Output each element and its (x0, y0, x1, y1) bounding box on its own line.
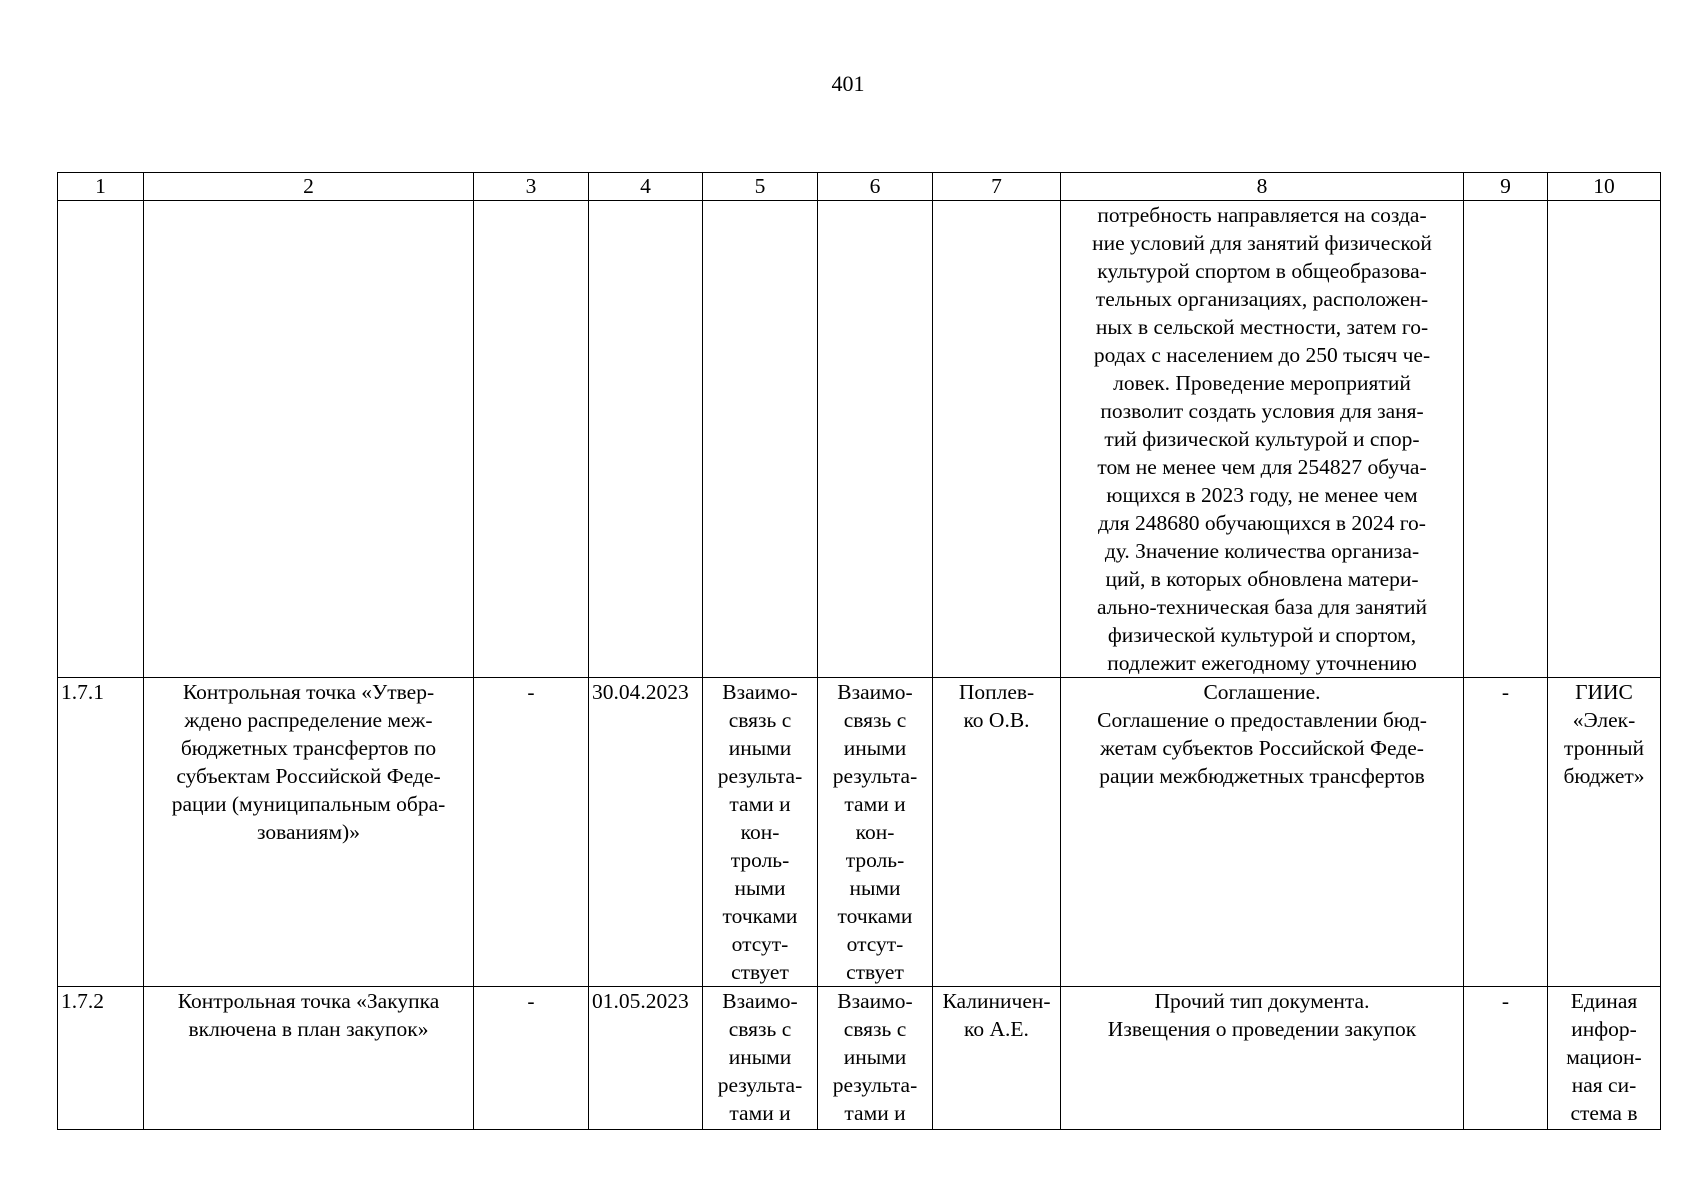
header-col-10: 10 (1548, 173, 1661, 201)
cell-col6: Взаимо- связь с иными результа- тами и кон- троль- ными точками отсут- ствует (818, 678, 933, 987)
header-col-4: 4 (589, 173, 703, 201)
header-col-5: 5 (703, 173, 818, 201)
cell-responsible (933, 201, 1061, 678)
cell-responsible: Калиничен- ко А.Е. (933, 987, 1061, 1130)
cell-number: 1.7.1 (58, 678, 144, 987)
cell-col3: - (474, 987, 589, 1130)
header-col-9: 9 (1464, 173, 1548, 201)
cell-col6 (818, 201, 933, 678)
cell-name: Контрольная точка «Утвер- ждено распределение меж- бюджетных трансфертов по субъектам Российской Феде- рации (муниципальным обра- зованиям)» (144, 678, 474, 987)
cell-col5: Взаимо- связь с иными результа- тами и (703, 987, 818, 1130)
cell-description: потребность направляется на созда- ние условий для занятий физической культурой спортом в общеобразова- тельных организациях, расположен- ных в сельской местности, затем го- родах с населением до 250 тысяч че- ловек. Проведение мероприятий позволит создать условия для заня- тий физической культурой и спор- том не менее чем для 254827 обуча- ющихся в 2023 году, не менее чем для 248680 обучающихся в 2024 го- ду. Значение количества организа- ций, в которых обновлена матери- ально-техническая база для занятий физической культурой и спортом, подлежит ежегодному уточнению (1061, 201, 1464, 678)
cell-system: Единая инфор- мацион- ная си- стема в (1548, 987, 1661, 1130)
header-col-6: 6 (818, 173, 933, 201)
table-header-row (58, 173, 1661, 201)
header-col-8: 8 (1061, 173, 1464, 201)
cell-number (58, 201, 144, 678)
plan-table (57, 172, 1661, 1130)
cell-system (1548, 201, 1661, 678)
cell-name (144, 201, 474, 678)
cell-date: 01.05.2023 (589, 987, 703, 1130)
table-row (58, 678, 1661, 987)
cell-col9: - (1464, 678, 1548, 987)
header-col-2: 2 (144, 173, 474, 201)
cell-number: 1.7.2 (58, 987, 144, 1130)
page-number: 401 (831, 71, 865, 96)
cell-description: Соглашение. Соглашение о предоставлении бюд- жетам субъектов Российской Феде- рации межбюджетных трансфертов (1061, 678, 1464, 987)
cell-col5 (703, 201, 818, 678)
table-row (58, 987, 1661, 1130)
cell-col9: - (1464, 987, 1548, 1130)
table-row (58, 201, 1661, 678)
header-col-1: 1 (58, 173, 144, 201)
cell-col3 (474, 201, 589, 678)
cell-description: Прочий тип документа. Извещения о проведении закупок (1061, 987, 1464, 1130)
cell-date: 30.04.2023 (589, 678, 703, 987)
cell-system: ГИИС «Элек- тронный бюджет» (1548, 678, 1661, 987)
cell-col3: - (474, 678, 589, 987)
cell-col9 (1464, 201, 1548, 678)
cell-responsible: Поплев- ко О.В. (933, 678, 1061, 987)
header-col-3: 3 (474, 173, 589, 201)
header-col-7: 7 (933, 173, 1061, 201)
cell-col5: Взаимо- связь с иными результа- тами и кон- троль- ными точками отсут- ствует (703, 678, 818, 987)
cell-col6: Взаимо- связь с иными результа- тами и (818, 987, 933, 1130)
cell-name: Контрольная точка «Закупка включена в план закупок» (144, 987, 474, 1130)
cell-date (589, 201, 703, 678)
